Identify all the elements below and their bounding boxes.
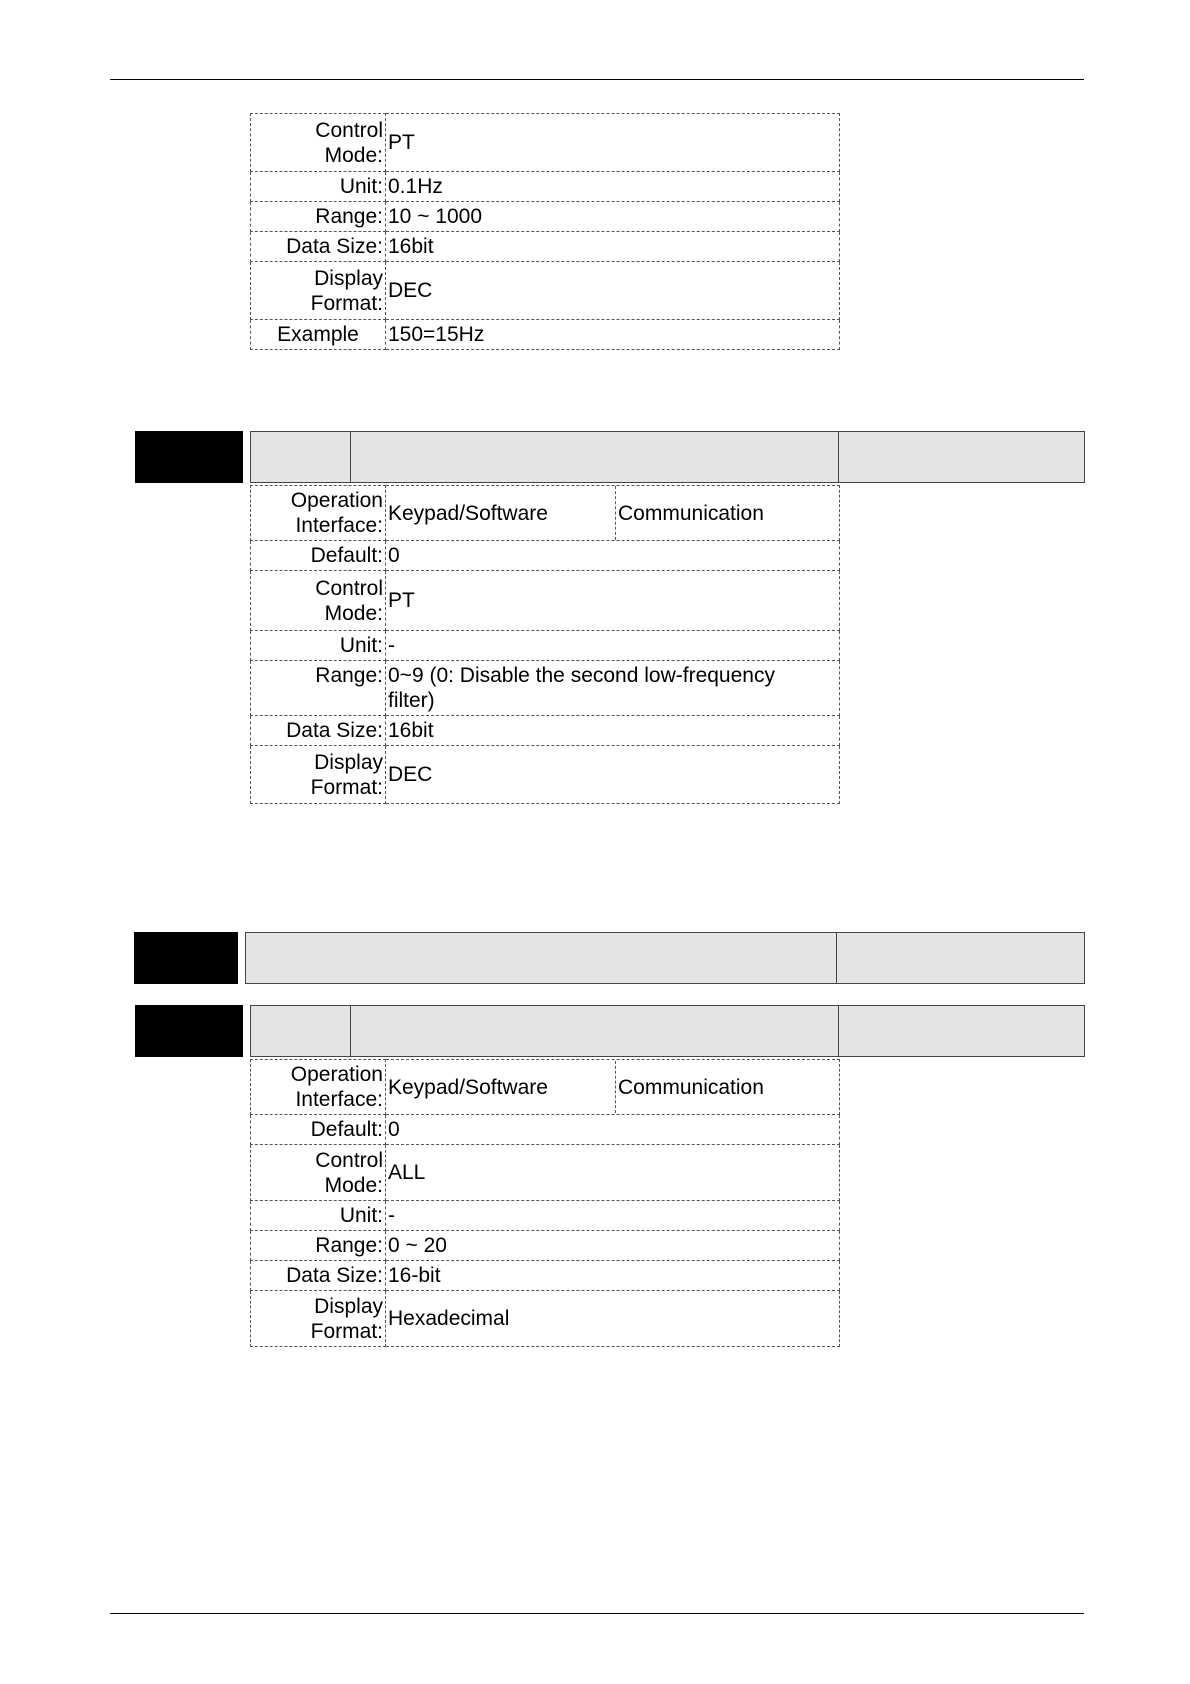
table-row bbox=[251, 172, 840, 202]
table-row bbox=[251, 1115, 840, 1145]
parameter-table-2 bbox=[250, 485, 840, 804]
row-value bbox=[386, 1060, 840, 1115]
row-label: Control Mode: bbox=[251, 571, 386, 631]
row-label: Range: bbox=[251, 202, 386, 232]
op-comm: Communication bbox=[615, 1061, 839, 1113]
header-cell bbox=[245, 932, 837, 984]
row-label: Data Size: bbox=[251, 232, 386, 262]
table-row bbox=[251, 114, 840, 172]
row-value: PT bbox=[386, 571, 840, 631]
table-row bbox=[251, 1145, 840, 1201]
row-value: ALL bbox=[386, 1145, 840, 1201]
row-label: Unit: bbox=[251, 172, 386, 202]
row-value: 0 bbox=[386, 1115, 840, 1145]
row-value: - bbox=[386, 1201, 840, 1231]
row-value: - bbox=[386, 631, 840, 661]
table-row bbox=[251, 202, 840, 232]
row-label: Default: bbox=[251, 541, 386, 571]
row-label: Range: bbox=[251, 661, 386, 716]
row-value bbox=[386, 486, 840, 541]
row-label: Operation Interface: bbox=[251, 1060, 386, 1115]
row-value: 16bit bbox=[386, 232, 840, 262]
table-row bbox=[251, 661, 840, 716]
row-label: Control Mode: bbox=[251, 1145, 386, 1201]
header-cell bbox=[838, 431, 1085, 483]
table-row bbox=[251, 262, 840, 320]
table-row bbox=[251, 541, 840, 571]
row-value: 16bit bbox=[386, 716, 840, 746]
parameter-code-block bbox=[135, 431, 243, 483]
parameter-code-block bbox=[134, 932, 238, 984]
table-row bbox=[251, 631, 840, 661]
row-value: 150=15Hz bbox=[386, 320, 840, 350]
row-label: Unit: bbox=[251, 1201, 386, 1231]
table-row bbox=[251, 1060, 840, 1115]
row-label: Display Format: bbox=[251, 1291, 386, 1347]
op-comm: Communication bbox=[615, 486, 839, 540]
row-label: Display Format: bbox=[251, 746, 386, 804]
row-label: Unit: bbox=[251, 631, 386, 661]
row-label: Data Size: bbox=[251, 716, 386, 746]
row-label: Operation Interface: bbox=[251, 486, 386, 541]
parameter-header-3b bbox=[135, 1005, 1085, 1057]
parameter-header-2 bbox=[135, 431, 1085, 483]
header-cell bbox=[350, 1005, 839, 1057]
row-value: 0 bbox=[386, 541, 840, 571]
row-value: 16-bit bbox=[386, 1261, 840, 1291]
row-value: Hexadecimal bbox=[386, 1291, 840, 1347]
row-value: DEC bbox=[386, 262, 840, 320]
table-row bbox=[251, 716, 840, 746]
row-label: Control Mode: bbox=[251, 114, 386, 172]
table-row bbox=[251, 1201, 840, 1231]
row-label: Default: bbox=[251, 1115, 386, 1145]
parameter-table-3 bbox=[250, 1059, 840, 1347]
header-cell bbox=[250, 431, 351, 483]
op-keypad: Keypad/Software bbox=[388, 1075, 548, 1099]
bottom-rule bbox=[110, 1613, 1084, 1614]
table-row bbox=[251, 1291, 840, 1347]
row-value: 0~9 (0: Disable the second low-frequency filter) bbox=[386, 661, 840, 716]
table-row bbox=[251, 232, 840, 262]
row-value: DEC bbox=[386, 746, 840, 804]
row-value: 0 ~ 20 bbox=[386, 1231, 840, 1261]
parameter-header-3a bbox=[134, 932, 1085, 984]
table-row bbox=[251, 1261, 840, 1291]
header-cell bbox=[838, 1005, 1085, 1057]
header-cell bbox=[250, 1005, 351, 1057]
header-cell bbox=[836, 932, 1085, 984]
parameter-table-1 bbox=[250, 113, 840, 350]
table-row bbox=[251, 1231, 840, 1261]
row-label: Range: bbox=[251, 1231, 386, 1261]
row-label: Display Format: bbox=[251, 262, 386, 320]
row-value: 0.1Hz bbox=[386, 172, 840, 202]
row-label: Example bbox=[251, 320, 386, 350]
header-cell bbox=[350, 431, 839, 483]
parameter-code-block bbox=[135, 1005, 243, 1057]
row-value: 10 ~ 1000 bbox=[386, 202, 840, 232]
top-rule bbox=[110, 79, 1084, 80]
table-row bbox=[251, 320, 840, 350]
row-label: Data Size: bbox=[251, 1261, 386, 1291]
table-row bbox=[251, 746, 840, 804]
op-keypad: Keypad/Software bbox=[388, 501, 548, 525]
table-row bbox=[251, 486, 840, 541]
row-value: PT bbox=[386, 114, 840, 172]
table-row bbox=[251, 571, 840, 631]
